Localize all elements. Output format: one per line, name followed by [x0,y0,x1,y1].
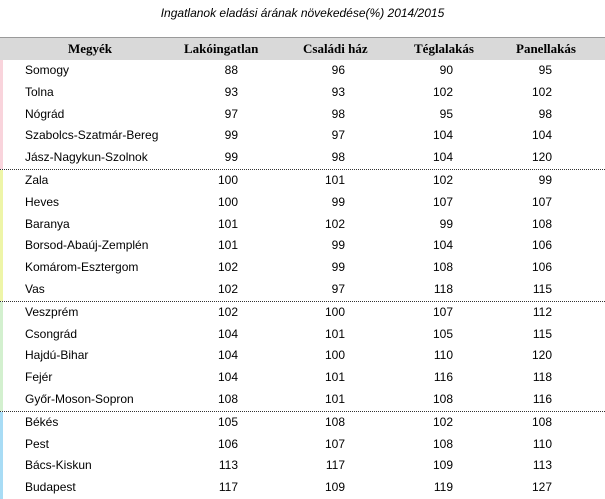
panellakas-cell: 112 [532,304,552,319]
table-body [0,60,605,499]
teglalakas-cell: 109 [432,458,453,473]
table-row [0,302,605,324]
table-row [0,214,605,236]
table-row [0,60,605,82]
csaladi-haz-cell: 107 [324,436,345,451]
csaladi-haz-cell: 99 [331,238,345,253]
panellakas-cell: 95 [538,63,552,77]
lakoingatlan-cell: 102 [217,304,238,319]
table-row [0,345,605,367]
lakoingatlan-cell: 88 [224,63,238,77]
lakoingatlan-cell: 104 [217,326,238,341]
county-group [0,301,605,411]
county-cell: Jász-Nagykun-Szolnok [25,150,148,165]
teglalakas-cell: 108 [432,260,453,275]
lakoingatlan-cell: 101 [217,216,238,231]
county-cell: Pest [25,436,50,451]
teglalakas-cell: 107 [432,194,453,209]
csaladi-haz-cell: 97 [331,128,345,143]
lakoingatlan-cell: 104 [217,370,238,385]
table-title: Ingatlanok eladási árának növekedése(%) 2014/2015 [160,6,445,20]
teglalakas-cell: 102 [432,84,453,99]
lakoingatlan-cell: 99 [224,150,238,165]
county-cell: Baranya [25,216,70,231]
panellakas-cell: 115 [532,281,552,296]
table-row [0,257,605,279]
panellakas-cell: 116 [532,391,552,406]
lakoingatlan-cell: 97 [224,106,238,121]
csaladi-haz-cell: 98 [331,106,345,121]
county-cell: Budapest [25,480,76,495]
county-group [0,60,605,169]
county-cell: Békés [25,414,59,429]
panellakas-cell: 108 [531,414,552,429]
teglalakas-cell: 102 [432,172,453,187]
csaladi-haz-cell: 101 [324,370,345,385]
header-teglalakas: Téglalakás [414,41,474,56]
panellakas-cell: 110 [532,436,552,451]
lakoingatlan-cell: 117 [218,480,238,495]
panellakas-cell: 106 [531,238,552,253]
lakoingatlan-cell: 100 [217,172,238,187]
header-panellakas: Panellakás [516,41,576,56]
county-cell: Heves [25,194,60,209]
csaladi-haz-cell: 117 [325,458,345,473]
county-cell: Nógrád [25,106,65,121]
panellakas-cell: 118 [532,370,552,385]
teglalakas-cell: 104 [432,150,453,165]
header-csaladi-haz: Családi ház [303,41,368,56]
county-cell: Vas [25,281,45,296]
lakoingatlan-cell: 113 [218,458,238,473]
panellakas-cell: 120 [531,150,552,165]
county-cell: Szabolcs-Szatmár-Bereg [25,128,159,143]
table-row [0,125,605,147]
teglalakas-cell: 104 [432,238,453,253]
csaladi-haz-cell: 96 [331,63,345,77]
csaladi-haz-cell: 109 [324,480,345,495]
table-row [0,434,605,456]
teglalakas-cell: 119 [433,480,453,495]
county-cell: Bács-Kiskun [25,458,92,473]
table-row [0,389,605,411]
csaladi-haz-cell: 101 [324,391,345,406]
panellakas-cell: 102 [531,84,552,99]
header-county: Megyék [68,41,113,56]
panellakas-cell: 120 [531,348,552,363]
lakoingatlan-cell: 105 [217,414,238,429]
teglalakas-cell: 95 [439,106,453,121]
panellakas-cell: 106 [531,260,552,275]
panellakas-cell: 108 [531,216,552,231]
lakoingatlan-cell: 101 [217,238,238,253]
lakoingatlan-cell: 100 [217,194,238,209]
table-row [0,170,605,192]
csaladi-haz-cell: 102 [324,216,345,231]
teglalakas-cell: 116 [433,370,453,385]
csaladi-haz-cell: 99 [331,194,345,209]
csaladi-haz-cell: 98 [331,150,345,165]
table-row [0,235,605,257]
panellakas-cell: 98 [538,106,552,121]
lakoingatlan-cell: 93 [224,84,238,99]
table-row [0,279,605,301]
table-row [0,104,605,126]
price-growth-table [0,37,605,499]
county-cell: Zala [25,172,49,187]
table-row [0,324,605,346]
county-cell: Fejér [25,370,53,385]
teglalakas-cell: 102 [432,414,453,429]
county-cell: Veszprém [25,304,79,319]
panellakas-cell: 104 [531,128,552,143]
teglalakas-cell: 108 [432,391,453,406]
csaladi-haz-cell: 101 [324,172,345,187]
table-row [0,82,605,104]
table-row [0,455,605,477]
table-row [0,192,605,214]
teglalakas-cell: 104 [432,128,453,143]
county-cell: Borsod-Abaúj-Zemplén [25,238,149,253]
csaladi-haz-cell: 97 [331,281,345,296]
table-header-row [0,37,605,60]
county-group [0,411,605,499]
csaladi-haz-cell: 100 [324,304,345,319]
panellakas-cell: 113 [532,458,552,473]
county-cell: Somogy [25,63,70,77]
teglalakas-cell: 118 [433,281,453,296]
teglalakas-cell: 90 [439,63,453,77]
teglalakas-cell: 105 [432,326,453,341]
lakoingatlan-cell: 106 [217,436,238,451]
lakoingatlan-cell: 108 [217,391,238,406]
county-cell: Csongrád [25,326,78,341]
panellakas-cell: 99 [538,172,552,187]
county-cell: Tolna [25,84,54,99]
csaladi-haz-cell: 101 [324,326,345,341]
teglalakas-cell: 110 [433,348,453,363]
county-cell: Hajdú-Bihar [25,348,89,363]
county-group [0,169,605,301]
table-row [0,367,605,389]
panellakas-cell: 127 [531,480,552,495]
teglalakas-cell: 108 [432,436,453,451]
lakoingatlan-cell: 104 [217,348,238,363]
table-row [0,412,605,434]
csaladi-haz-cell: 108 [324,414,345,429]
county-cell: Komárom-Esztergom [25,260,139,275]
lakoingatlan-cell: 102 [217,281,238,296]
table-row [0,147,605,169]
csaladi-haz-cell: 100 [324,348,345,363]
csaladi-haz-cell: 93 [331,84,345,99]
county-cell: Győr-Moson-Sopron [25,391,134,406]
lakoingatlan-cell: 102 [217,260,238,275]
panellakas-cell: 115 [532,326,552,341]
lakoingatlan-cell: 99 [224,128,238,143]
teglalakas-cell: 99 [439,216,453,231]
teglalakas-cell: 107 [432,304,453,319]
panellakas-cell: 107 [531,194,552,209]
header-lakoingatlan: Lakóingatlan [184,41,259,56]
csaladi-haz-cell: 99 [331,260,345,275]
